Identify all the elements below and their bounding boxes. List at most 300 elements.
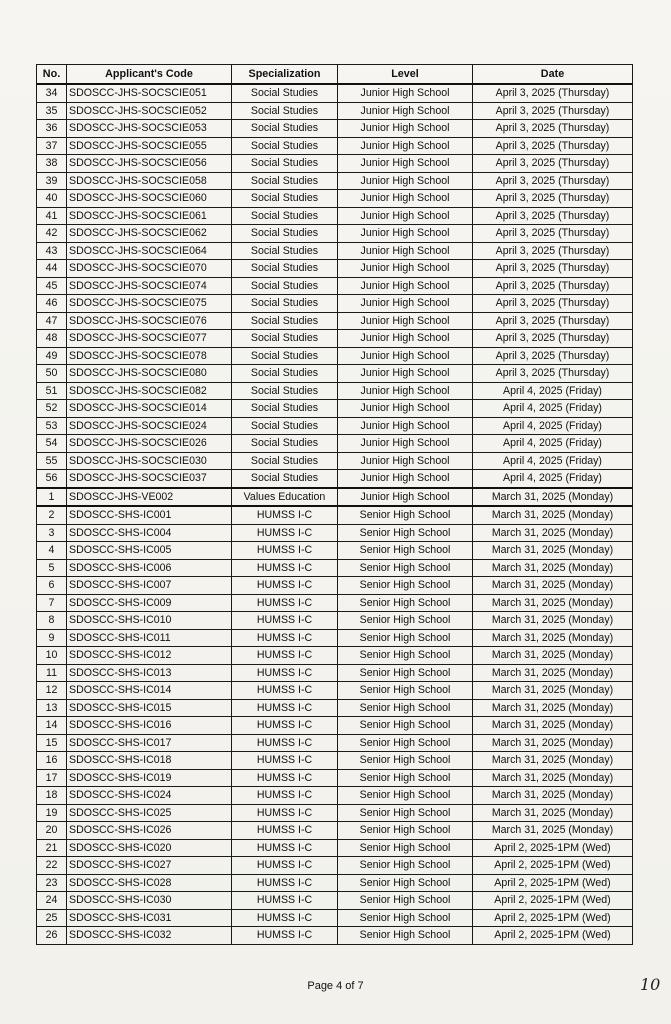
cell-applicant-code: SDOSCC-SHS-IC031 — [67, 909, 232, 927]
table-row — [37, 207, 633, 225]
cell-specialization: HUMSS I-C — [232, 909, 338, 927]
table-row — [37, 84, 633, 102]
cell-level: Junior High School — [338, 260, 473, 278]
cell-date: March 31, 2025 (Monday) — [473, 594, 633, 612]
cell-no: 12 — [37, 682, 67, 700]
cell-specialization: Social Studies — [232, 295, 338, 313]
cell-level: Senior High School — [338, 506, 473, 524]
cell-date: March 31, 2025 (Monday) — [473, 647, 633, 665]
cell-level: Senior High School — [338, 892, 473, 910]
cell-date: April 2, 2025-1PM (Wed) — [473, 892, 633, 910]
cell-specialization: HUMSS I-C — [232, 717, 338, 735]
table-row — [37, 664, 633, 682]
cell-no: 10 — [37, 647, 67, 665]
table-body — [37, 84, 633, 944]
cell-specialization: HUMSS I-C — [232, 927, 338, 945]
cell-no: 43 — [37, 242, 67, 260]
cell-specialization: Social Studies — [232, 84, 338, 102]
cell-no: 39 — [37, 172, 67, 190]
cell-no: 2 — [37, 506, 67, 524]
cell-applicant-code: SDOSCC-JHS-SOCSCIE062 — [67, 225, 232, 243]
cell-no: 36 — [37, 120, 67, 138]
cell-date: March 31, 2025 (Monday) — [473, 699, 633, 717]
cell-specialization: HUMSS I-C — [232, 892, 338, 910]
cell-applicant-code: SDOSCC-JHS-SOCSCIE058 — [67, 172, 232, 190]
table-row — [37, 752, 633, 770]
cell-date: April 3, 2025 (Thursday) — [473, 277, 633, 295]
cell-applicant-code: SDOSCC-JHS-SOCSCIE076 — [67, 312, 232, 330]
cell-level: Senior High School — [338, 857, 473, 875]
table-row — [37, 295, 633, 313]
cell-no: 13 — [37, 699, 67, 717]
cell-applicant-code: SDOSCC-SHS-IC030 — [67, 892, 232, 910]
table-row — [37, 839, 633, 857]
cell-applicant-code: SDOSCC-JHS-SOCSCIE056 — [67, 155, 232, 173]
cell-date: March 31, 2025 (Monday) — [473, 559, 633, 577]
table-row — [37, 612, 633, 630]
cell-applicant-code: SDOSCC-JHS-SOCSCIE077 — [67, 330, 232, 348]
cell-no: 40 — [37, 190, 67, 208]
cell-applicant-code: SDOSCC-JHS-SOCSCIE037 — [67, 470, 232, 488]
cell-level: Junior High School — [338, 382, 473, 400]
cell-specialization: HUMSS I-C — [232, 647, 338, 665]
cell-level: Junior High School — [338, 365, 473, 383]
cell-applicant-code: SDOSCC-JHS-SOCSCIE078 — [67, 347, 232, 365]
cell-level: Senior High School — [338, 559, 473, 577]
cell-level: Senior High School — [338, 629, 473, 647]
table-row — [37, 347, 633, 365]
cell-applicant-code: SDOSCC-JHS-SOCSCIE070 — [67, 260, 232, 278]
table-row — [37, 734, 633, 752]
cell-no: 3 — [37, 524, 67, 542]
cell-no: 14 — [37, 717, 67, 735]
cell-specialization: HUMSS I-C — [232, 629, 338, 647]
cell-date: April 4, 2025 (Friday) — [473, 382, 633, 400]
cell-applicant-code: SDOSCC-SHS-IC012 — [67, 647, 232, 665]
cell-date: March 31, 2025 (Monday) — [473, 822, 633, 840]
cell-level: Junior High School — [338, 120, 473, 138]
cell-no: 53 — [37, 417, 67, 435]
cell-specialization: Social Studies — [232, 435, 338, 453]
cell-applicant-code: SDOSCC-SHS-IC027 — [67, 857, 232, 875]
cell-date: April 3, 2025 (Thursday) — [473, 172, 633, 190]
cell-level: Senior High School — [338, 594, 473, 612]
cell-no: 19 — [37, 804, 67, 822]
cell-level: Senior High School — [338, 647, 473, 665]
cell-applicant-code: SDOSCC-SHS-IC024 — [67, 787, 232, 805]
cell-date: April 3, 2025 (Thursday) — [473, 312, 633, 330]
table-row — [37, 452, 633, 470]
cell-level: Junior High School — [338, 330, 473, 348]
cell-date: April 2, 2025-1PM (Wed) — [473, 839, 633, 857]
cell-date: March 31, 2025 (Monday) — [473, 488, 633, 507]
cell-no: 8 — [37, 612, 67, 630]
cell-no: 49 — [37, 347, 67, 365]
cell-no: 20 — [37, 822, 67, 840]
table-row — [37, 804, 633, 822]
cell-applicant-code: SDOSCC-JHS-SOCSCIE014 — [67, 400, 232, 418]
cell-specialization: HUMSS I-C — [232, 804, 338, 822]
cell-date: April 2, 2025-1PM (Wed) — [473, 857, 633, 875]
cell-applicant-code: SDOSCC-SHS-IC025 — [67, 804, 232, 822]
cell-level: Junior High School — [338, 435, 473, 453]
handwritten-note: 10 — [640, 975, 661, 994]
cell-no: 26 — [37, 927, 67, 945]
cell-specialization: Social Studies — [232, 102, 338, 120]
cell-date: March 31, 2025 (Monday) — [473, 804, 633, 822]
cell-applicant-code: SDOSCC-JHS-SOCSCIE055 — [67, 137, 232, 155]
table-row — [37, 260, 633, 278]
cell-no: 1 — [37, 488, 67, 507]
cell-date: March 31, 2025 (Monday) — [473, 752, 633, 770]
cell-no: 15 — [37, 734, 67, 752]
cell-specialization: Values Education — [232, 488, 338, 507]
table-row — [37, 488, 633, 507]
cell-level: Senior High School — [338, 909, 473, 927]
cell-specialization: Social Studies — [232, 225, 338, 243]
cell-no: 45 — [37, 277, 67, 295]
cell-specialization: HUMSS I-C — [232, 787, 338, 805]
cell-applicant-code: SDOSCC-JHS-SOCSCIE030 — [67, 452, 232, 470]
cell-date: April 2, 2025-1PM (Wed) — [473, 927, 633, 945]
cell-no: 54 — [37, 435, 67, 453]
cell-specialization: Social Studies — [232, 417, 338, 435]
cell-applicant-code: SDOSCC-JHS-SOCSCIE064 — [67, 242, 232, 260]
table-row — [37, 365, 633, 383]
cell-specialization: Social Studies — [232, 347, 338, 365]
table-row — [37, 909, 633, 927]
cell-applicant-code: SDOSCC-JHS-VE002 — [67, 488, 232, 507]
cell-specialization: Social Studies — [232, 365, 338, 383]
table-row — [37, 190, 633, 208]
cell-applicant-code: SDOSCC-SHS-IC017 — [67, 734, 232, 752]
cell-no: 9 — [37, 629, 67, 647]
cell-applicant-code: SDOSCC-JHS-SOCSCIE052 — [67, 102, 232, 120]
table-row — [37, 559, 633, 577]
cell-applicant-code: SDOSCC-SHS-IC018 — [67, 752, 232, 770]
cell-date: April 3, 2025 (Thursday) — [473, 102, 633, 120]
cell-no: 25 — [37, 909, 67, 927]
cell-applicant-code: SDOSCC-SHS-IC011 — [67, 629, 232, 647]
cell-no: 34 — [37, 84, 67, 102]
cell-level: Junior High School — [338, 470, 473, 488]
cell-level: Senior High School — [338, 804, 473, 822]
table-row — [37, 717, 633, 735]
cell-date: April 3, 2025 (Thursday) — [473, 242, 633, 260]
cell-no: 23 — [37, 874, 67, 892]
applicant-schedule-table — [36, 64, 633, 945]
cell-date: April 3, 2025 (Thursday) — [473, 190, 633, 208]
cell-no: 50 — [37, 365, 67, 383]
cell-level: Senior High School — [338, 874, 473, 892]
cell-no: 16 — [37, 752, 67, 770]
cell-date: April 4, 2025 (Friday) — [473, 400, 633, 418]
cell-applicant-code: SDOSCC-SHS-IC004 — [67, 524, 232, 542]
cell-applicant-code: SDOSCC-SHS-IC015 — [67, 699, 232, 717]
cell-specialization: Social Studies — [232, 242, 338, 260]
table-row — [37, 629, 633, 647]
cell-date: March 31, 2025 (Monday) — [473, 769, 633, 787]
cell-date: April 4, 2025 (Friday) — [473, 452, 633, 470]
cell-specialization: HUMSS I-C — [232, 769, 338, 787]
cell-no: 35 — [37, 102, 67, 120]
cell-no: 44 — [37, 260, 67, 278]
cell-no: 18 — [37, 787, 67, 805]
table-row — [37, 577, 633, 595]
cell-specialization: Social Studies — [232, 120, 338, 138]
table-row — [37, 172, 633, 190]
cell-no: 41 — [37, 207, 67, 225]
cell-specialization: HUMSS I-C — [232, 752, 338, 770]
table-row — [37, 594, 633, 612]
cell-applicant-code: SDOSCC-JHS-SOCSCIE024 — [67, 417, 232, 435]
table-row — [37, 137, 633, 155]
cell-applicant-code: SDOSCC-SHS-IC028 — [67, 874, 232, 892]
cell-no: 6 — [37, 577, 67, 595]
cell-specialization: HUMSS I-C — [232, 542, 338, 560]
cell-date: March 31, 2025 (Monday) — [473, 734, 633, 752]
cell-specialization: HUMSS I-C — [232, 699, 338, 717]
table-row — [37, 225, 633, 243]
cell-level: Junior High School — [338, 84, 473, 102]
table-row — [37, 435, 633, 453]
cell-specialization: Social Studies — [232, 470, 338, 488]
table-row — [37, 787, 633, 805]
cell-specialization: Social Studies — [232, 207, 338, 225]
cell-level: Junior High School — [338, 295, 473, 313]
cell-no: 5 — [37, 559, 67, 577]
table-row — [37, 120, 633, 138]
table-row — [37, 470, 633, 488]
cell-level: Junior High School — [338, 312, 473, 330]
cell-no: 37 — [37, 137, 67, 155]
table-row — [37, 927, 633, 945]
page-number: Page 4 of 7 — [307, 980, 364, 992]
cell-applicant-code: SDOSCC-SHS-IC013 — [67, 664, 232, 682]
cell-level: Senior High School — [338, 927, 473, 945]
table-row — [37, 506, 633, 524]
cell-specialization: HUMSS I-C — [232, 594, 338, 612]
cell-level: Senior High School — [338, 822, 473, 840]
cell-no: 52 — [37, 400, 67, 418]
cell-specialization: Social Studies — [232, 312, 338, 330]
cell-no: 47 — [37, 312, 67, 330]
cell-level: Junior High School — [338, 172, 473, 190]
cell-level: Senior High School — [338, 787, 473, 805]
cell-level: Senior High School — [338, 769, 473, 787]
cell-specialization: HUMSS I-C — [232, 874, 338, 892]
cell-date: April 3, 2025 (Thursday) — [473, 155, 633, 173]
cell-level: Senior High School — [338, 682, 473, 700]
cell-applicant-code: SDOSCC-JHS-SOCSCIE060 — [67, 190, 232, 208]
table-row — [37, 524, 633, 542]
table-row — [37, 155, 633, 173]
cell-level: Junior High School — [338, 225, 473, 243]
cell-date: April 4, 2025 (Friday) — [473, 435, 633, 453]
table-row — [37, 874, 633, 892]
cell-date: March 31, 2025 (Monday) — [473, 542, 633, 560]
table-row — [37, 892, 633, 910]
header-specialization: Specialization — [232, 65, 338, 85]
table-row — [37, 699, 633, 717]
cell-no: 56 — [37, 470, 67, 488]
cell-date: April 4, 2025 (Friday) — [473, 417, 633, 435]
table-row — [37, 400, 633, 418]
cell-date: April 3, 2025 (Thursday) — [473, 137, 633, 155]
cell-specialization: HUMSS I-C — [232, 664, 338, 682]
cell-no: 46 — [37, 295, 67, 313]
cell-level: Senior High School — [338, 664, 473, 682]
cell-level: Senior High School — [338, 577, 473, 595]
cell-applicant-code: SDOSCC-JHS-SOCSCIE075 — [67, 295, 232, 313]
cell-applicant-code: SDOSCC-JHS-SOCSCIE074 — [67, 277, 232, 295]
cell-applicant-code: SDOSCC-JHS-SOCSCIE061 — [67, 207, 232, 225]
cell-date: April 3, 2025 (Thursday) — [473, 225, 633, 243]
cell-applicant-code: SDOSCC-SHS-IC007 — [67, 577, 232, 595]
cell-applicant-code: SDOSCC-JHS-SOCSCIE051 — [67, 84, 232, 102]
cell-level: Junior High School — [338, 400, 473, 418]
cell-applicant-code: SDOSCC-JHS-SOCSCIE082 — [67, 382, 232, 400]
cell-level: Senior High School — [338, 699, 473, 717]
cell-no: 7 — [37, 594, 67, 612]
cell-no: 42 — [37, 225, 67, 243]
cell-level: Junior High School — [338, 207, 473, 225]
cell-no: 22 — [37, 857, 67, 875]
cell-specialization: Social Studies — [232, 260, 338, 278]
cell-applicant-code: SDOSCC-SHS-IC005 — [67, 542, 232, 560]
cell-date: April 3, 2025 (Thursday) — [473, 295, 633, 313]
cell-date: April 4, 2025 (Friday) — [473, 470, 633, 488]
cell-date: April 3, 2025 (Thursday) — [473, 330, 633, 348]
cell-specialization: HUMSS I-C — [232, 734, 338, 752]
cell-applicant-code: SDOSCC-JHS-SOCSCIE080 — [67, 365, 232, 383]
cell-no: 11 — [37, 664, 67, 682]
cell-specialization: HUMSS I-C — [232, 559, 338, 577]
cell-specialization: HUMSS I-C — [232, 682, 338, 700]
header-applicant-code: Applicant's Code — [67, 65, 232, 85]
cell-date: March 31, 2025 (Monday) — [473, 629, 633, 647]
header-no: No. — [37, 65, 67, 85]
cell-level: Senior High School — [338, 612, 473, 630]
cell-date: April 3, 2025 (Thursday) — [473, 120, 633, 138]
cell-no: 17 — [37, 769, 67, 787]
cell-applicant-code: SDOSCC-SHS-IC016 — [67, 717, 232, 735]
cell-no: 48 — [37, 330, 67, 348]
cell-date: April 3, 2025 (Thursday) — [473, 365, 633, 383]
cell-level: Senior High School — [338, 542, 473, 560]
table-row — [37, 102, 633, 120]
header-level: Level — [338, 65, 473, 85]
cell-specialization: Social Studies — [232, 382, 338, 400]
cell-applicant-code: SDOSCC-SHS-IC009 — [67, 594, 232, 612]
cell-specialization: Social Studies — [232, 277, 338, 295]
cell-applicant-code: SDOSCC-SHS-IC032 — [67, 927, 232, 945]
cell-level: Junior High School — [338, 190, 473, 208]
header-date: Date — [473, 65, 633, 85]
table-row — [37, 682, 633, 700]
cell-specialization: Social Studies — [232, 190, 338, 208]
cell-date: April 3, 2025 (Thursday) — [473, 207, 633, 225]
cell-no: 21 — [37, 839, 67, 857]
cell-no: 4 — [37, 542, 67, 560]
table-row — [37, 822, 633, 840]
cell-date: April 3, 2025 (Thursday) — [473, 260, 633, 278]
cell-level: Junior High School — [338, 137, 473, 155]
cell-specialization: Social Studies — [232, 155, 338, 173]
cell-level: Junior High School — [338, 242, 473, 260]
cell-specialization: Social Studies — [232, 172, 338, 190]
table-row — [37, 330, 633, 348]
cell-specialization: HUMSS I-C — [232, 506, 338, 524]
cell-applicant-code: SDOSCC-SHS-IC001 — [67, 506, 232, 524]
cell-date: April 2, 2025-1PM (Wed) — [473, 909, 633, 927]
cell-specialization: HUMSS I-C — [232, 822, 338, 840]
cell-applicant-code: SDOSCC-SHS-IC019 — [67, 769, 232, 787]
cell-date: March 31, 2025 (Monday) — [473, 717, 633, 735]
cell-date: March 31, 2025 (Monday) — [473, 664, 633, 682]
table-header-row — [37, 65, 633, 85]
cell-level: Senior High School — [338, 524, 473, 542]
cell-level: Junior High School — [338, 155, 473, 173]
table-row — [37, 242, 633, 260]
table-row — [37, 417, 633, 435]
cell-level: Senior High School — [338, 752, 473, 770]
cell-no: 55 — [37, 452, 67, 470]
cell-specialization: Social Studies — [232, 400, 338, 418]
cell-level: Junior High School — [338, 488, 473, 507]
cell-date: March 31, 2025 (Monday) — [473, 524, 633, 542]
cell-level: Junior High School — [338, 347, 473, 365]
cell-no: 38 — [37, 155, 67, 173]
cell-applicant-code: SDOSCC-JHS-SOCSCIE026 — [67, 435, 232, 453]
cell-applicant-code: SDOSCC-SHS-IC010 — [67, 612, 232, 630]
cell-date: March 31, 2025 (Monday) — [473, 506, 633, 524]
cell-specialization: HUMSS I-C — [232, 857, 338, 875]
table-row — [37, 647, 633, 665]
table-row — [37, 857, 633, 875]
cell-level: Junior High School — [338, 102, 473, 120]
cell-specialization: HUMSS I-C — [232, 612, 338, 630]
cell-level: Senior High School — [338, 734, 473, 752]
cell-specialization: Social Studies — [232, 330, 338, 348]
table-row — [37, 542, 633, 560]
cell-level: Junior High School — [338, 277, 473, 295]
cell-applicant-code: SDOSCC-SHS-IC026 — [67, 822, 232, 840]
table-row — [37, 277, 633, 295]
cell-specialization: Social Studies — [232, 137, 338, 155]
cell-applicant-code: SDOSCC-SHS-IC020 — [67, 839, 232, 857]
cell-applicant-code: SDOSCC-JHS-SOCSCIE053 — [67, 120, 232, 138]
cell-date: March 31, 2025 (Monday) — [473, 682, 633, 700]
table-row — [37, 769, 633, 787]
cell-level: Senior High School — [338, 717, 473, 735]
table-row — [37, 382, 633, 400]
cell-specialization: HUMSS I-C — [232, 524, 338, 542]
cell-level: Junior High School — [338, 452, 473, 470]
cell-date: April 3, 2025 (Thursday) — [473, 84, 633, 102]
cell-date: March 31, 2025 (Monday) — [473, 577, 633, 595]
table-row — [37, 312, 633, 330]
cell-applicant-code: SDOSCC-SHS-IC006 — [67, 559, 232, 577]
cell-level: Senior High School — [338, 839, 473, 857]
cell-specialization: HUMSS I-C — [232, 839, 338, 857]
cell-specialization: Social Studies — [232, 452, 338, 470]
cell-level: Junior High School — [338, 417, 473, 435]
cell-applicant-code: SDOSCC-SHS-IC014 — [67, 682, 232, 700]
cell-date: March 31, 2025 (Monday) — [473, 612, 633, 630]
cell-no: 51 — [37, 382, 67, 400]
cell-no: 24 — [37, 892, 67, 910]
